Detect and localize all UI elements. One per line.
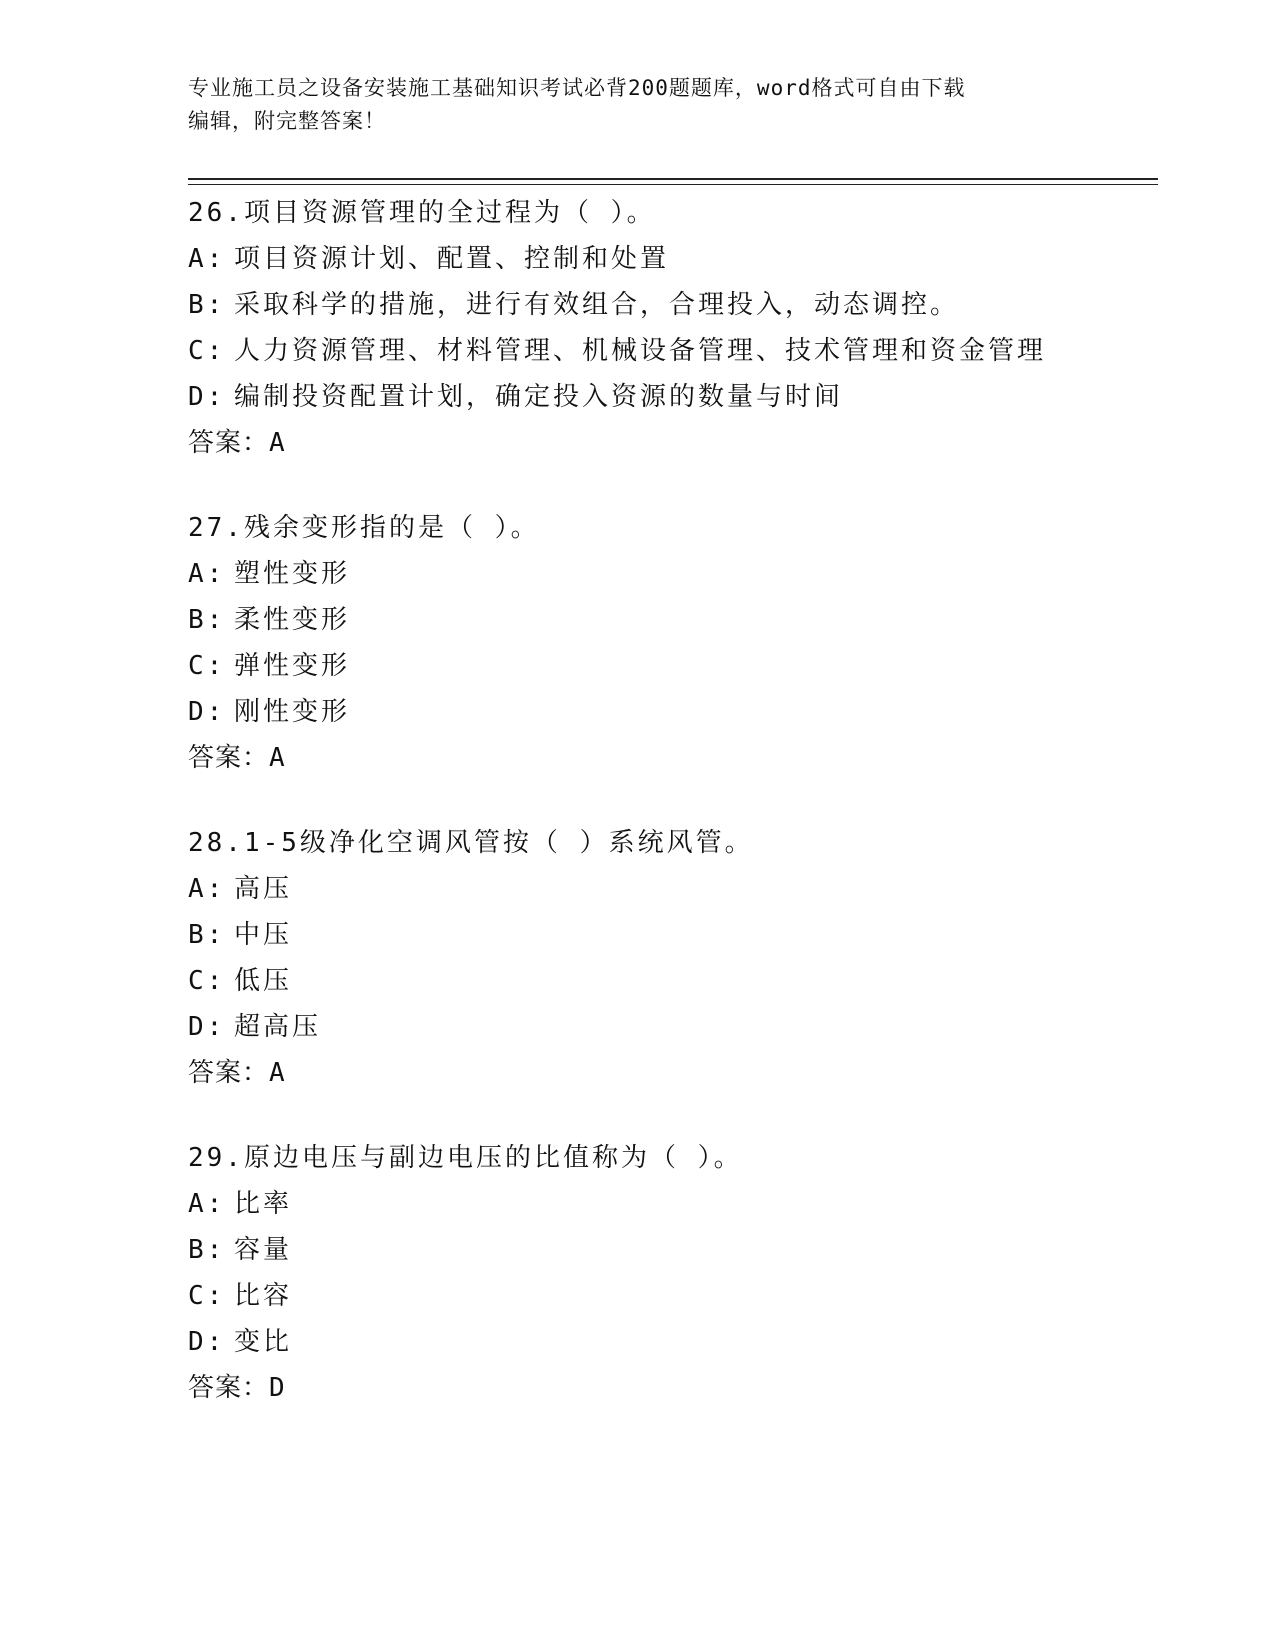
question-text: 原边电压与副边电压的比值称为（ ）。: [243, 1143, 743, 1173]
option-text: 弹性变形: [234, 651, 351, 681]
option-letter: C:: [188, 651, 226, 681]
option-text: 编制投资配置计划，确定投入资源的数量与时间: [234, 382, 844, 412]
question-29: [188, 1135, 1148, 1411]
answer-value: D: [269, 1373, 286, 1403]
option-text: 比率: [234, 1189, 293, 1219]
answer-label: 答案：: [188, 1058, 270, 1088]
option-letter: A:: [188, 1189, 226, 1219]
option-b: [188, 1227, 1148, 1273]
option-letter: A:: [188, 874, 226, 904]
header-divider-thick: [188, 178, 1158, 180]
document-header: [188, 72, 1068, 138]
question-stem: [188, 1135, 1148, 1181]
option-text: 容量: [234, 1235, 293, 1265]
header-divider-thin: [188, 184, 1158, 185]
header-line-2: 编辑，附完整答案！: [188, 109, 386, 133]
option-letter: B:: [188, 605, 226, 635]
option-d: [188, 1319, 1148, 1365]
option-b: [188, 597, 1148, 643]
question-27: [188, 505, 1148, 781]
option-letter: B:: [188, 920, 226, 950]
option-text: 人力资源管理、材料管理、机械设备管理、技术管理和资金管理: [234, 336, 1047, 366]
question-number: 29.: [188, 1143, 244, 1173]
option-letter: A:: [188, 559, 226, 589]
question-list: [188, 190, 1148, 1450]
option-text: 刚性变形: [234, 697, 351, 727]
option-text: 高压: [234, 874, 293, 904]
option-a: [188, 1181, 1148, 1227]
answer-label: 答案：: [188, 1373, 270, 1403]
question-26: [188, 190, 1148, 466]
option-c: [188, 643, 1148, 689]
option-text: 项目资源计划、配置、控制和处置: [234, 244, 670, 274]
option-text: 柔性变形: [234, 605, 351, 635]
option-text: 采取科学的措施，进行有效组合，合理投入，动态调控。: [234, 290, 960, 320]
question-text: 项目资源管理的全过程为（ ）。: [243, 198, 656, 228]
option-text: 超高压: [234, 1012, 322, 1042]
option-b: [188, 282, 1148, 328]
option-letter: C:: [188, 1281, 226, 1311]
question-text: 1-5级净化空调风管按（ ）系统风管。: [243, 828, 754, 858]
option-text: 中压: [234, 920, 293, 950]
option-text: 变比: [234, 1327, 293, 1357]
header-line-1: 专业施工员之设备安装施工基础知识考试必背200题题库，word格式可自由下载: [188, 76, 966, 100]
option-letter: D:: [188, 697, 226, 727]
question-number: 28.: [188, 828, 244, 858]
option-letter: D:: [188, 1012, 226, 1042]
option-letter: B:: [188, 290, 226, 320]
answer-line: [188, 1365, 1148, 1411]
option-d: [188, 1004, 1148, 1050]
question-stem: [188, 820, 1148, 866]
question-stem: [188, 190, 1148, 236]
answer-line: [188, 1050, 1148, 1096]
option-c: [188, 328, 1148, 374]
question-28: [188, 820, 1148, 1096]
option-letter: A:: [188, 244, 226, 274]
option-d: [188, 374, 1148, 420]
option-letter: C:: [188, 336, 226, 366]
answer-value: A: [269, 428, 286, 458]
option-d: [188, 689, 1148, 735]
question-stem: [188, 505, 1148, 551]
option-text: 低压: [234, 966, 293, 996]
question-text: 残余变形指的是（ ）。: [243, 513, 540, 543]
option-c: [188, 958, 1148, 1004]
option-text: 塑性变形: [234, 559, 351, 589]
answer-line: [188, 420, 1148, 466]
option-letter: D:: [188, 1327, 226, 1357]
answer-line: [188, 735, 1148, 781]
option-c: [188, 1273, 1148, 1319]
option-text: 比容: [234, 1281, 293, 1311]
option-a: [188, 551, 1148, 597]
answer-label: 答案：: [188, 428, 270, 458]
option-b: [188, 912, 1148, 958]
question-number: 26.: [188, 198, 244, 228]
question-number: 27.: [188, 513, 244, 543]
option-letter: D:: [188, 382, 226, 412]
option-letter: B:: [188, 1235, 226, 1265]
option-a: [188, 866, 1148, 912]
answer-value: A: [269, 1058, 286, 1088]
option-letter: C:: [188, 966, 226, 996]
answer-value: A: [269, 743, 286, 773]
answer-label: 答案：: [188, 743, 270, 773]
option-a: [188, 236, 1148, 282]
